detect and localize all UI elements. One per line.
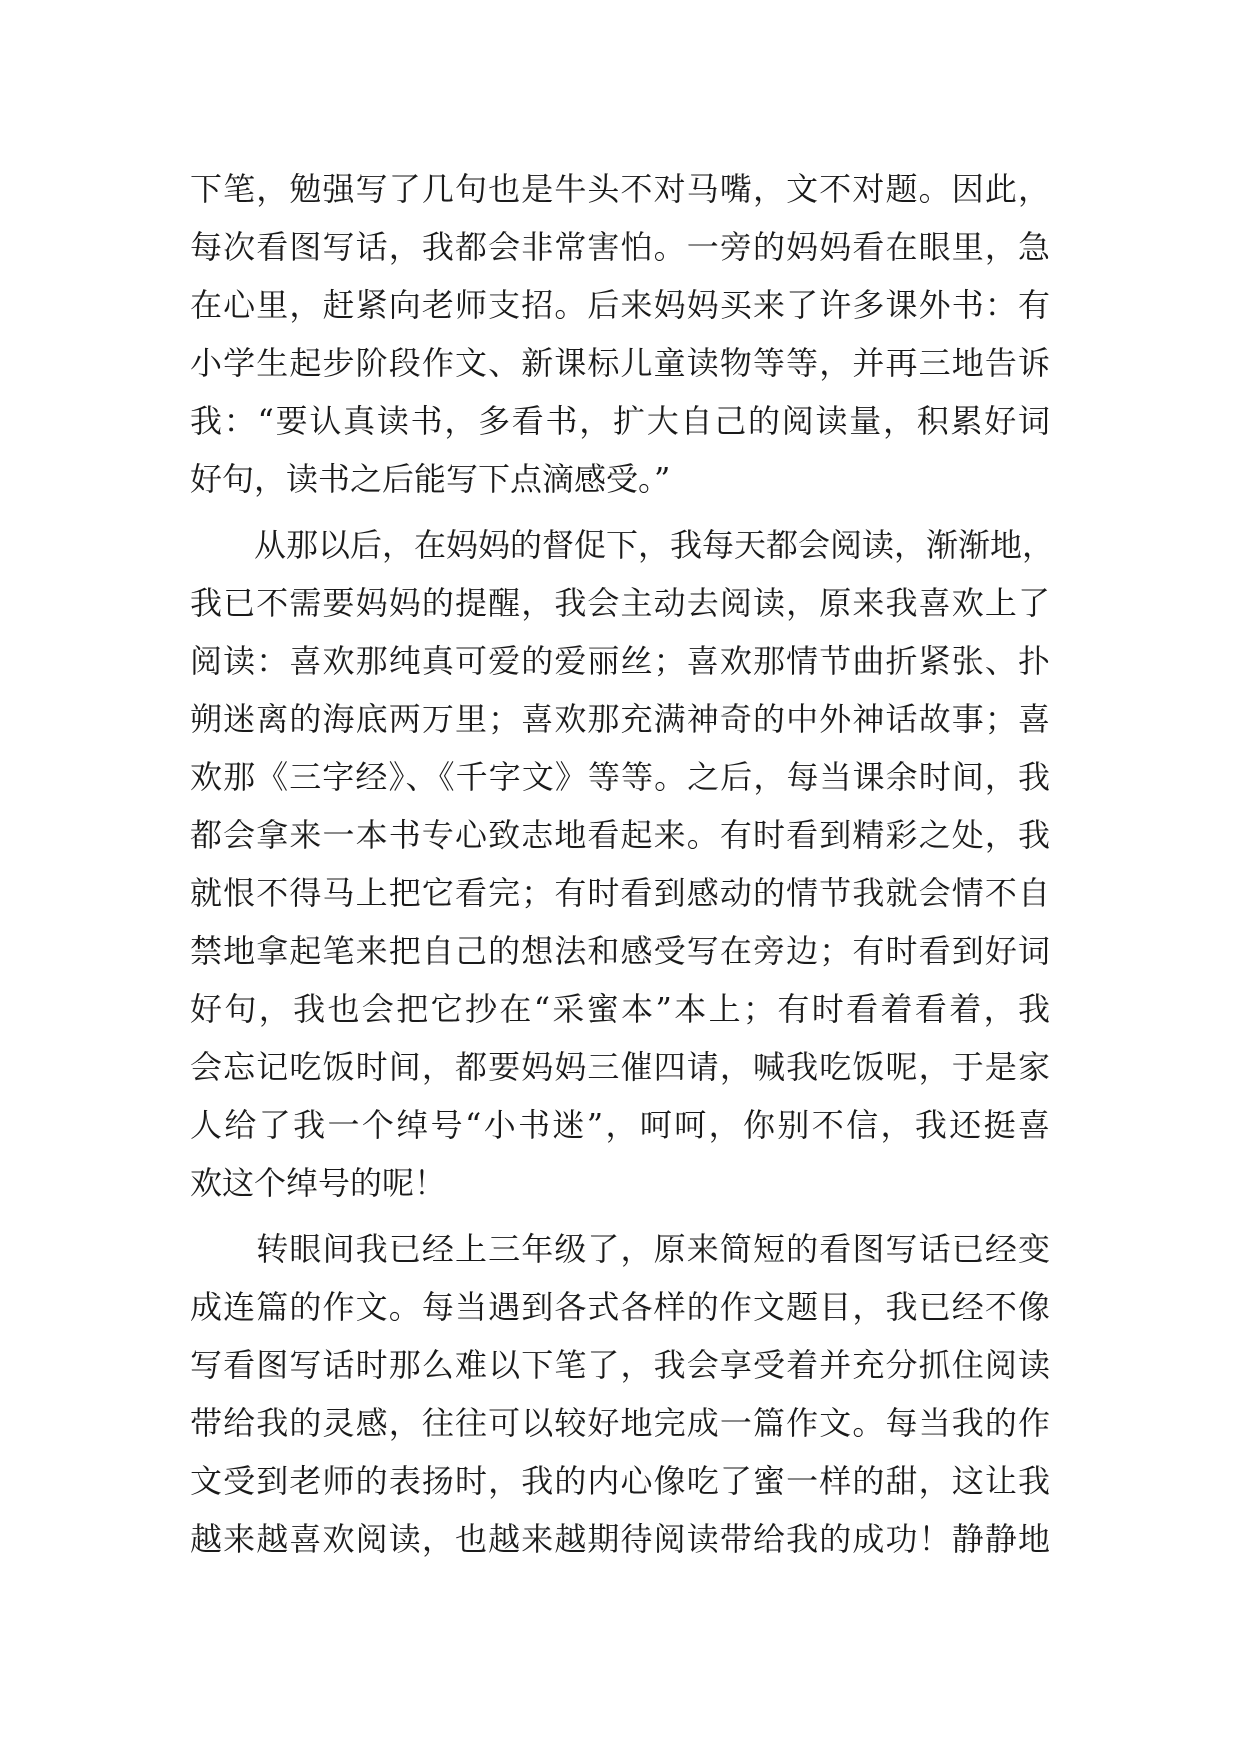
text-line: 小学生起步阶段作文、新课标儿童读物等等，并再三地告诉 [190,344,1050,382]
text-line: 写看图写话时那么难以下笔了，我会享受着并充分抓住阅读 [190,1346,1050,1384]
document-body [190,160,1055,1568]
text-line: 好句，我也会把它抄在“采蜜本”本上；有时看着看着，我 [190,990,1050,1028]
text-line: 越来越喜欢阅读，也越来越期待阅读带给我的成功！静静地 [190,1520,1050,1558]
text-line: 我：“要认真读书，多看书，扩大自己的阅读量，积累好词 [190,402,1050,440]
text-line: 朔迷离的海底两万里；喜欢那充满神奇的中外神话故事；喜 [190,700,1050,738]
text-line: 文受到老师的表扬时，我的内心像吃了蜜一样的甜，这让我 [190,1462,1050,1500]
text-line: 我已不需要妈妈的提醒，我会主动去阅读，原来我喜欢上了 [190,584,1050,622]
text-line: 人给了我一个绰号“小书迷”，呵呵，你别不信，我还挺喜 [190,1106,1050,1144]
text-line: 阅读：喜欢那纯真可爱的爱丽丝；喜欢那情节曲折紧张、扑 [190,642,1050,680]
text-line: 好句，读书之后能写下点滴感受。” [190,460,671,498]
paragraph-3 [190,1220,1050,1568]
text-line: 在心里，赶紧向老师支招。后来妈妈买来了许多课外书：有 [190,286,1050,324]
text-line: 都会拿来一本书专心致志地看起来。有时看到精彩之处，我 [190,816,1050,854]
text-line: 下笔，勉强写了几句也是牛头不对马嘴，文不对题。因此， [190,170,1050,208]
text-line: 带给我的灵感，往往可以较好地完成一篇作文。每当我的作 [190,1404,1050,1442]
text-line: 会忘记吃饭时间，都要妈妈三催四请，喊我吃饭呢，于是家 [190,1048,1050,1086]
text-line: 每次看图写话，我都会非常害怕。一旁的妈妈看在眼里，急 [190,228,1050,266]
paragraph-gap [190,1212,1050,1220]
paragraph-1 [190,160,1050,508]
text-line: 从那以后，在妈妈的督促下，我每天都会阅读，渐渐地， [190,526,1055,564]
paragraph-2 [190,516,1055,1212]
text-line: 就恨不得马上把它看完；有时看到感动的情节我就会情不自 [190,874,1050,912]
text-line: 欢那《三字经》、《千字文》等等。之后，每当课余时间，我 [190,758,1050,796]
text-line: 成连篇的作文。每当遇到各式各样的作文题目，我已经不像 [190,1288,1050,1326]
paragraph-gap [190,508,1050,516]
text-line: 转眼间我已经上三年级了，原来简短的看图写话已经变 [190,1230,1050,1268]
text-line: 欢这个绰号的呢！ [190,1164,447,1202]
text-line: 禁地拿起笔来把自己的想法和感受写在旁边；有时看到好词 [190,932,1050,970]
